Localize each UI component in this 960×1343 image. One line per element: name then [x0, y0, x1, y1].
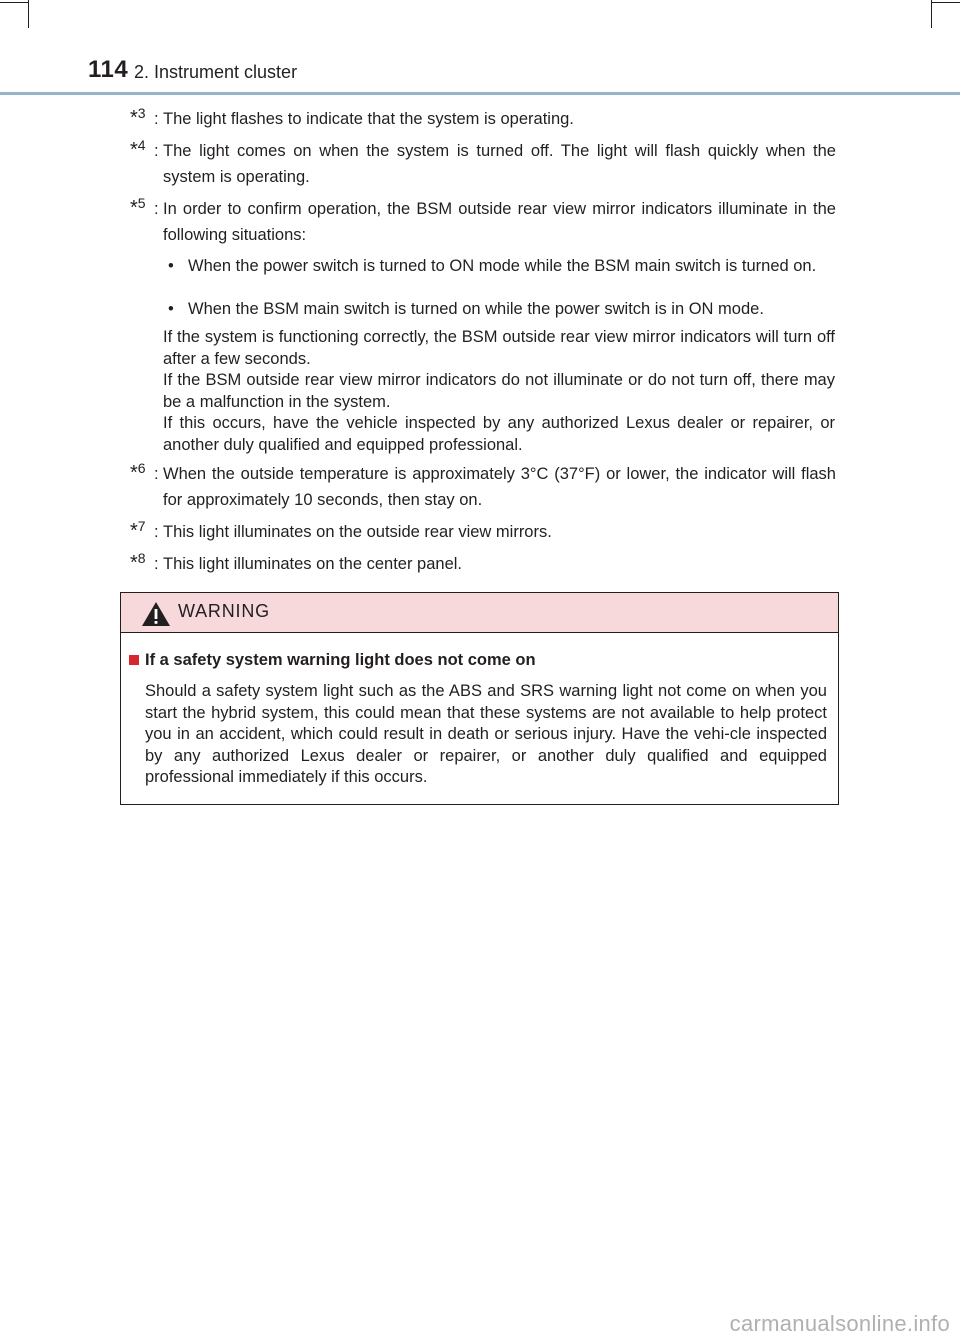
footnote-marker: *$^4$	[130, 137, 146, 161]
warning-header	[121, 593, 838, 633]
footnote-text: When the outside temperature is approximately 3°C (37°F) or lower, the indicator will flash for approximately 10 seconds, then stay on.	[163, 465, 836, 509]
bullet-item: • When the power switch is turned to ON mode while the BSM main switch is turned on.	[168, 257, 817, 275]
warning-triangle-icon	[141, 601, 171, 627]
footnote-7: *$^7$ : This light illuminates on the outside rear view mirrors.	[130, 519, 836, 545]
footnote-marker: *$^3$	[130, 105, 146, 129]
footnote-marker: *$^7$	[130, 518, 146, 542]
footnote-6: *$^6$ : When the outside temperature is approximately 3°C (37°F) or lower, the indicator will flash for approximately 10 seconds, then stay on.	[130, 461, 836, 513]
paragraph: If the BSM outside rear view mirror indicators do not illuminate or do not turn off, there may be a malfunction in the system.	[163, 371, 835, 411]
footer-watermark-url: carmanualsonline.info	[729, 1311, 950, 1336]
footnote-8: *$^8$ : This light illuminates on the center panel.	[130, 551, 836, 577]
warning-body: Should a safety system light such as the ABS and SRS warning light not come on when you start the hybrid system, this could mean that these systems are not available to help protect you in an accident, which could result in death or serious injury. Have the vehi-cle inspected by any authorized Lexus dealer or repairer, or another duly qualified and equipped professional immediately if this occurs.	[145, 682, 827, 786]
footnote-text: This light illuminates on the outside rear view mirrors.	[163, 523, 552, 541]
footnote-text: The light flashes to indicate that the system is operating.	[163, 110, 574, 128]
header-rule	[0, 92, 960, 95]
footnote-marker: *$^6$	[130, 460, 146, 484]
bullet-item: • When the BSM main switch is turned on while the power switch is in ON mode.	[168, 300, 764, 318]
page-header	[0, 0, 960, 96]
paragraph: If the system is functioning correctly, the BSM outside rear view mirror indicators will turn off after a few seconds.	[163, 328, 835, 368]
footnote-marker: *$^5$	[130, 195, 146, 219]
warning-box	[120, 592, 839, 805]
footnote-text: The light comes on when the system is turned off. The light will flash quickly when the system is operating.	[163, 142, 836, 186]
red-square-bullet-icon	[129, 655, 139, 665]
page-number: 114	[88, 56, 129, 83]
footnote-marker: *$^8$	[130, 550, 146, 574]
warning-title: If a safety system warning light does not come on	[145, 651, 536, 669]
footnote-3: *$^3$ : The light flashes to indicate that the system is operating.	[130, 106, 836, 132]
footnote-text: This light illuminates on the center panel.	[163, 555, 462, 573]
chapter-title: 2. Instrument cluster	[134, 62, 298, 82]
paragraph: If this occurs, have the vehicle inspected by any authorized Lexus dealer or repairer, or another duly qualified and equipped professional.	[163, 414, 835, 454]
warning-label: WARNING	[178, 601, 270, 621]
footnote-5: *$^5$ : In order to confirm operation, the BSM outside rear view mirror indicators illuminate in the following situations:	[130, 196, 836, 248]
footnote-text: In order to confirm operation, the BSM outside rear view mirror indicators illuminate in the following situations:	[163, 200, 836, 244]
footnote-4: *$^4$ : The light comes on when the system is turned off. The light will flash quickly when the system is operating.	[130, 138, 836, 190]
